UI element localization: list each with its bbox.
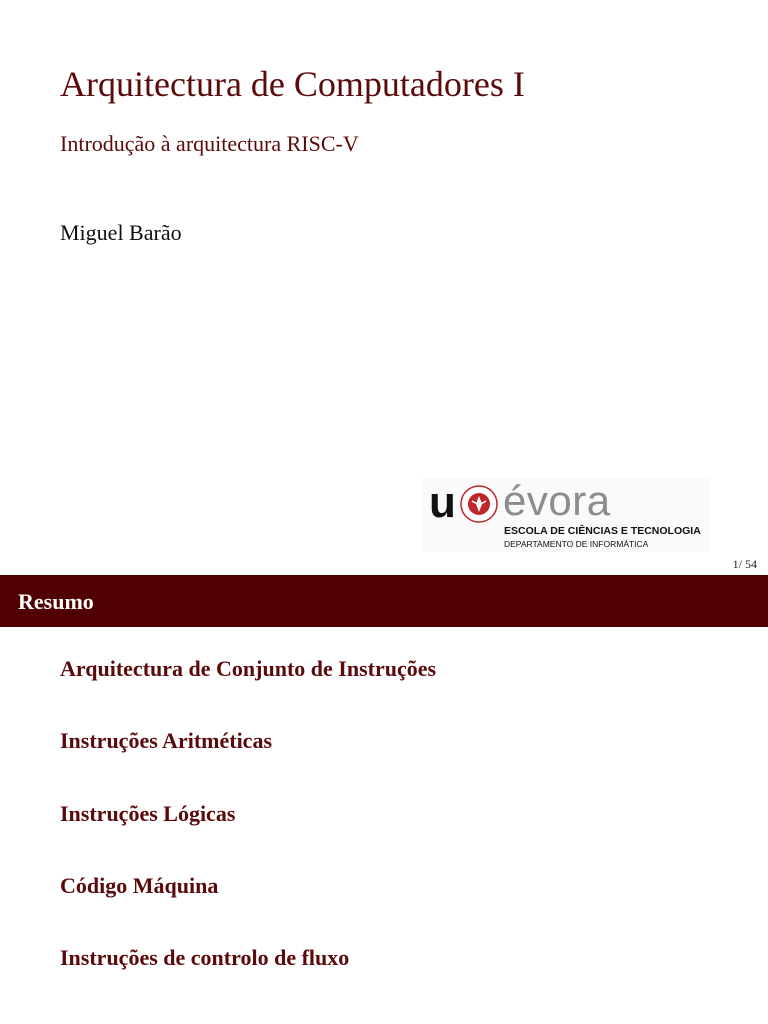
page-number: 1/ 54 — [732, 557, 757, 571]
logo-school-name: ESCOLA DE CIÊNCIAS E TECNOLOGIA — [504, 525, 701, 537]
outline-list — [60, 656, 436, 1017]
logo-evora-text: évora — [503, 477, 611, 524]
outline-item: Instruções Aritméticas — [60, 728, 273, 754]
logo-letter-u: u — [429, 478, 456, 527]
university-seal-icon — [459, 484, 499, 524]
presentation-subtitle: Introdução à arquitectura RISC-V — [60, 131, 359, 156]
outline-item: Instruções Lógicas — [60, 800, 236, 826]
outline-item: Arquitectura de Conjunto de Instruções — [60, 656, 437, 681]
outline-item: Código Máquina — [60, 872, 219, 898]
outline-item: Instruções de controlo de fluxo — [60, 945, 350, 971]
logo-department-name: DEPARTAMENTO DE INFORMÁTICA — [504, 539, 649, 549]
presentation-title: Arquitectura de Computadores I — [60, 64, 525, 104]
university-logo — [423, 478, 709, 552]
author-name: Miguel Barão — [60, 220, 182, 245]
slide-header-bar — [0, 575, 768, 627]
slide-header-title: Resumo — [18, 589, 94, 614]
